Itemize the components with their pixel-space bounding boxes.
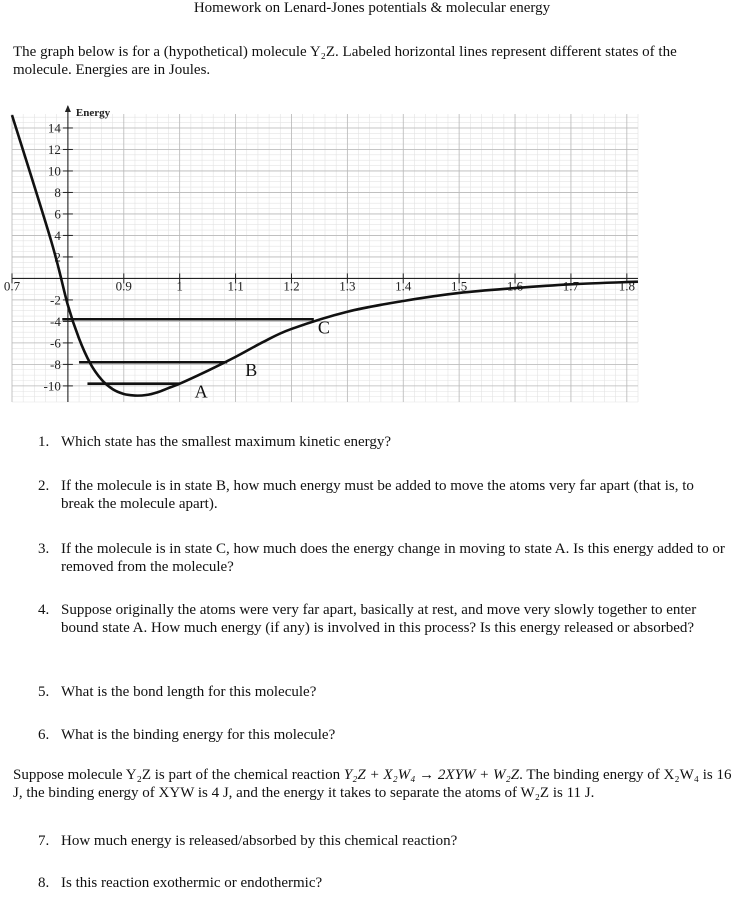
y-tick-label: 14 — [47, 120, 61, 136]
energy-chart — [3, 104, 638, 404]
x-tick-label: 1 — [176, 278, 183, 294]
x-tick-label: 1.2 — [283, 278, 300, 294]
question-2 — [38, 477, 728, 513]
question-number: 8. — [38, 875, 50, 891]
y-tick-label: -8 — [50, 356, 61, 372]
question-number: 7. — [38, 833, 50, 849]
question-number: 2. — [38, 478, 50, 494]
question-number: 4. — [38, 602, 50, 618]
state-label-a: A — [194, 381, 208, 402]
x-tick-label: 0.9 — [115, 278, 132, 294]
reaction-equation: Y₂Z + X₂W₄ → 2XYW + W₂Z — [343, 767, 520, 783]
question-6 — [38, 726, 728, 744]
reaction-intro: Suppose molecule Y₂Z is part of the chemical reaction — [13, 767, 344, 783]
question-text: Suppose originally the atoms were very far apart, basically at rest, and move very slowly together to enter bound state A. How much energy (if any) is involved in this process? Is this energy released or absorbed? — [61, 602, 697, 636]
reaction-details: . The binding energy of X₂W₄ is 16 J, the binding energy of XYW is 4 J, and the energy it takes to separate the atoms of W₂Z is 11 J. — [13, 767, 732, 801]
x-tick-label: 1.4 — [395, 278, 412, 294]
x-tick-label: 1.3 — [339, 278, 356, 294]
state-label-b: B — [245, 360, 258, 381]
y-tick-label: 2 — [54, 249, 61, 265]
question-5 — [38, 683, 728, 701]
y-tick-label: 12 — [47, 141, 61, 157]
y-tick-label: -4 — [50, 313, 61, 329]
question-text: How much energy is released/absorbed by this chemical reaction? — [61, 833, 458, 849]
x-tick-label: 1.1 — [227, 278, 244, 294]
state-label-c: C — [317, 317, 330, 338]
y-tick-label: -6 — [50, 335, 61, 351]
question-number: 6. — [38, 727, 50, 743]
question-text: If the molecule is in state C, how much does the energy change in moving to state A. Is this energy added to or removed from the molecule? — [61, 541, 725, 575]
reaction-paragraph — [13, 766, 735, 802]
y-tick-label: 6 — [54, 206, 61, 222]
question-3 — [38, 540, 728, 576]
x-tick-label: 1.8 — [618, 278, 635, 294]
x-tick-label: 1.5 — [451, 278, 468, 294]
question-7 — [38, 832, 728, 850]
x-tick-label: 1.7 — [562, 278, 580, 294]
y-tick-label: -2 — [50, 292, 61, 308]
question-number: 5. — [38, 684, 50, 700]
question-number: 3. — [38, 541, 50, 557]
y-tick-label: 10 — [47, 163, 61, 179]
question-1 — [38, 433, 728, 451]
y-tick-label: 4 — [54, 227, 61, 243]
question-text: What is the binding energy for this molecule? — [61, 727, 336, 743]
question-text: What is the bond length for this molecule? — [61, 684, 317, 700]
y-tick-label: 8 — [54, 184, 61, 200]
y-axis-arrow — [65, 105, 71, 112]
page-title: Homework on Lenard-Jones potentials & molecular energy — [193, 0, 551, 16]
question-text: If the molecule is in state B, how much energy must be added to move the atoms very far apart (that is, to break the molecule apart). — [61, 478, 694, 512]
question-8 — [38, 874, 728, 892]
question-4 — [38, 601, 728, 637]
y-tick-label: -10 — [43, 378, 61, 394]
x-tick-label: 0.7 — [3, 278, 21, 294]
question-number: 1. — [38, 434, 50, 450]
question-text: Which state has the smallest maximum kinetic energy? — [61, 434, 392, 450]
question-text: Is this reaction exothermic or endothermic? — [61, 875, 323, 891]
x-tick-label: 1.6 — [506, 278, 524, 294]
intro-paragraph: The graph below is for a (hypothetical) molecule Y₂Z. Labeled horizontal lines represent different states of the molecule. Energies are in Joules. — [13, 44, 677, 78]
y-axis-label: Energy — [75, 107, 111, 119]
